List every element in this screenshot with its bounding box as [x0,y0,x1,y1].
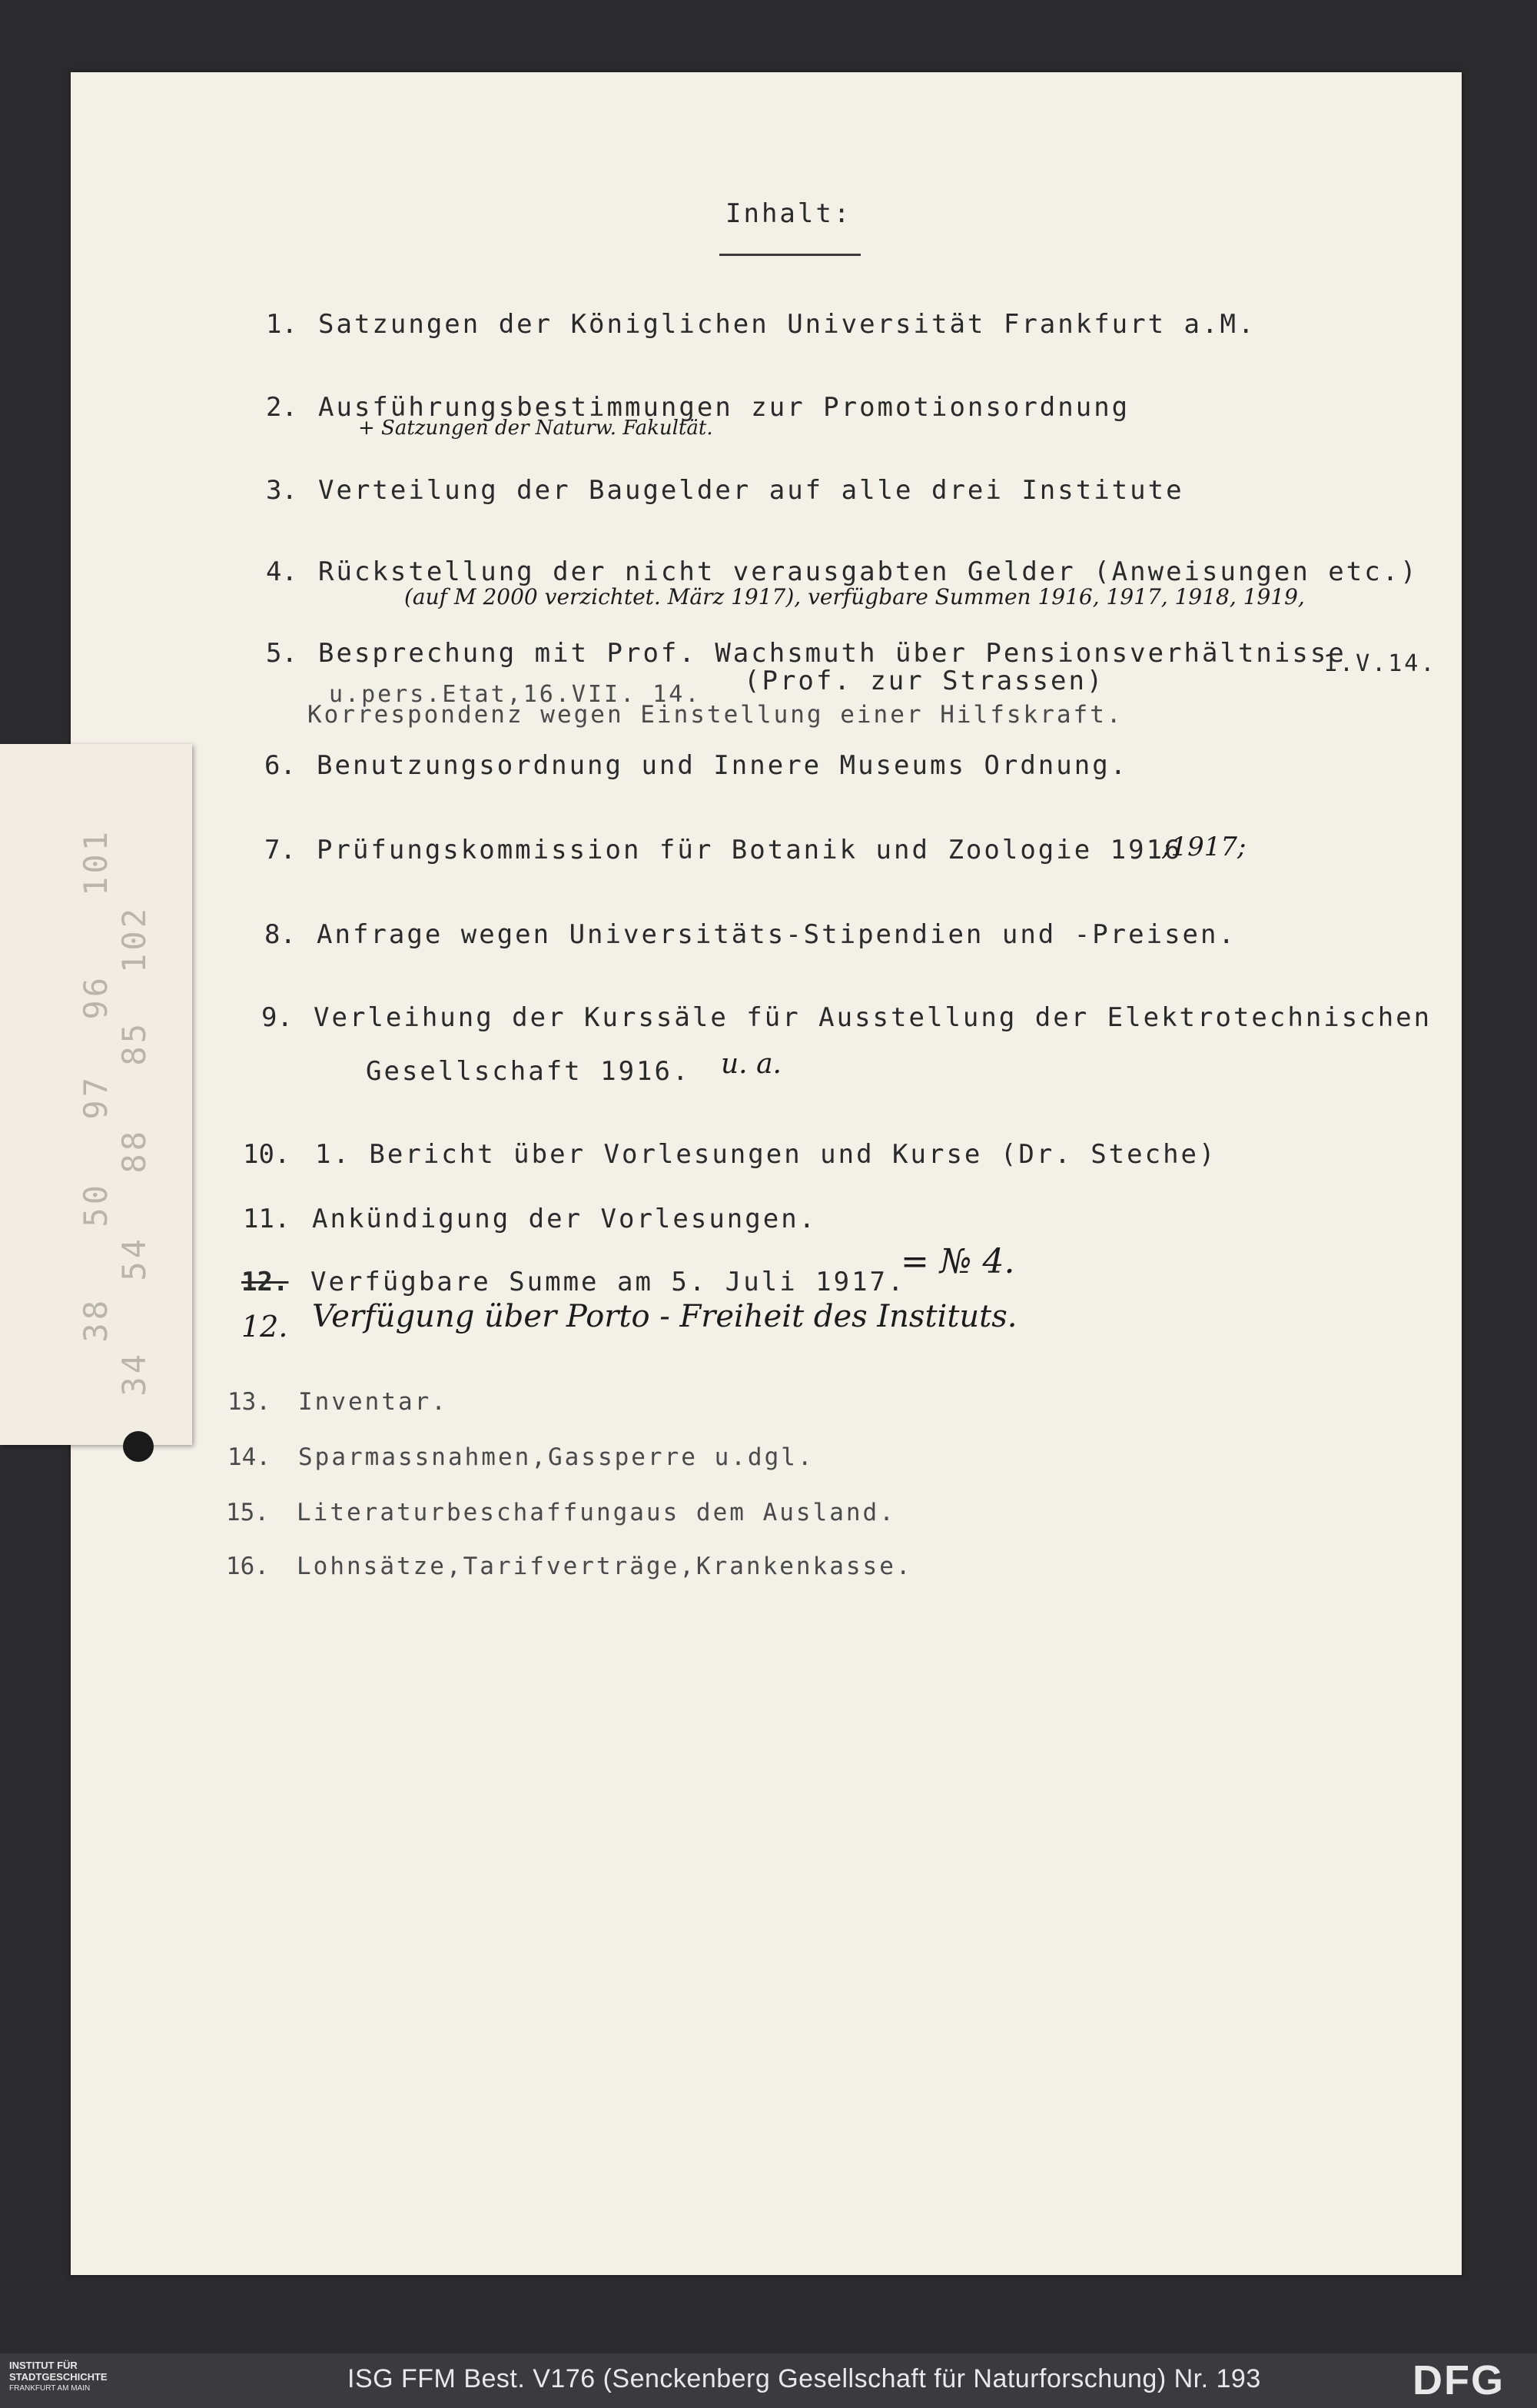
entry-number: 2. [266,392,297,423]
entry-text: Satzungen der Königlichen Universität Frankfurt a.M. [318,309,1256,340]
entry-number: 14. [227,1443,271,1471]
entry-number: 4. [266,556,297,587]
entry-number: 12. [241,1310,288,1343]
entry-number: 12. [241,1267,289,1297]
entry-subline: u.pers.Etat,16.VII. 14. [329,681,702,708]
entry-subline: (Prof. zur Strassen) [744,666,1105,696]
handwritten-annotation: + Satzungen der Naturw. Fakultät. [358,417,713,440]
entry-text: Benutzungsordnung und Innere Museums Ordnung. [317,750,1129,781]
handwritten-entry: Verfügung über Porto - Freiheit des Instituts. [312,1299,1017,1334]
handwritten-annotation: = № 4. [901,1242,1015,1281]
tab-number: 88 [115,1128,153,1174]
entry-number: 1. [266,309,297,340]
logo-line: STADTGESCHICHTE [9,2371,108,2383]
handwritten-annotation: u. a. [721,1048,782,1080]
tab-number: 102 [115,905,153,973]
binder-hole-icon [123,1431,154,1462]
entry-subline: Korrespondenz wegen Einstellung einer Hilfskraft. [307,701,1124,729]
institute-logo [9,2360,108,2394]
entry-text: Sparmassnahmen,Gassperre u.dgl. [298,1443,815,1471]
entry-number: 3. [266,475,297,506]
tab-number: 50 [77,1182,115,1227]
entry-number: 10. [243,1139,290,1170]
entry-text: 1. Bericht über Vorlesungen und Kurse (Dr. Steche) [315,1139,1217,1170]
archive-caption: ISG FFM Best. V176 (Senckenberg Gesellschaft für Naturforschung) Nr. 193 [347,2364,1261,2393]
entry-number: 8. [264,919,296,950]
entry-text: Rückstellung der nicht verausgabten Gelder (Anweisungen etc.) [318,556,1419,587]
logo-line: FRANKFURT AM MAIN [9,2384,91,2393]
tab-number: 34 [115,1351,153,1397]
entry-text: Prüfungskommission für Botanik und Zoologie 1916 [317,835,1183,865]
entry-text: Inventar. [298,1388,448,1416]
entry-number: 7. [264,835,296,865]
entry-subline: Gesellschaft 1916. [366,1056,691,1087]
entry-date-suffix: 1.V.14. [1323,650,1437,677]
tab-number: 96 [77,975,115,1020]
tab-number: 101 [77,829,115,896]
page-title: Inhalt: [725,198,852,229]
archive-tab-strip [0,744,192,1445]
tab-number: 85 [115,1021,153,1066]
entry-number: 15. [226,1499,269,1526]
entry-number: 16. [226,1553,269,1580]
handwritten-annotation: ;1917; [1162,832,1247,862]
entry-text: Literaturbeschaffungaus dem Ausland. [297,1499,896,1526]
tab-number: 97 [77,1074,115,1120]
viewer-footer [0,2353,1537,2408]
entry-text: Verteilung der Baugelder auf alle drei Institute [318,475,1184,506]
entry-text: Ankündigung der Vorlesungen. [312,1204,818,1234]
entry-text: Ausführungsbestimmungen zur Promotionsordnung [318,392,1130,423]
tab-number: 54 [115,1236,153,1281]
entry-text: Anfrage wegen Universitäts-Stipendien und -Preisen. [317,919,1237,950]
handwritten-annotation: (auf M 2000 verzichtet. März 1917), verfügbare Summen 1916, 1917, 1918, 1919, [404,584,1305,609]
entry-text: Verleihung der Kurssäle für Ausstellung der Elektrotechnischen [314,1002,1432,1033]
tab-number: 38 [77,1297,115,1343]
entry-number: 13. [227,1388,271,1416]
entry-number: 6. [264,750,296,781]
entry-number: 9. [261,1002,293,1033]
entry-number: 11. [243,1204,290,1234]
title-underline [719,254,861,256]
entry-text: Lohnsätze,Tarifverträge,Krankenkasse. [297,1553,913,1580]
logo-line: INSTITUT FÜR [9,2360,78,2371]
entry-text: Besprechung mit Prof. Wachsmuth über Pensionsverhältnisse [318,638,1346,669]
dfg-logo: DFG [1413,2357,1505,2403]
entry-number: 5. [266,638,297,669]
entry-text: Verfügbare Summe am 5. Juli 1917. [310,1267,906,1297]
